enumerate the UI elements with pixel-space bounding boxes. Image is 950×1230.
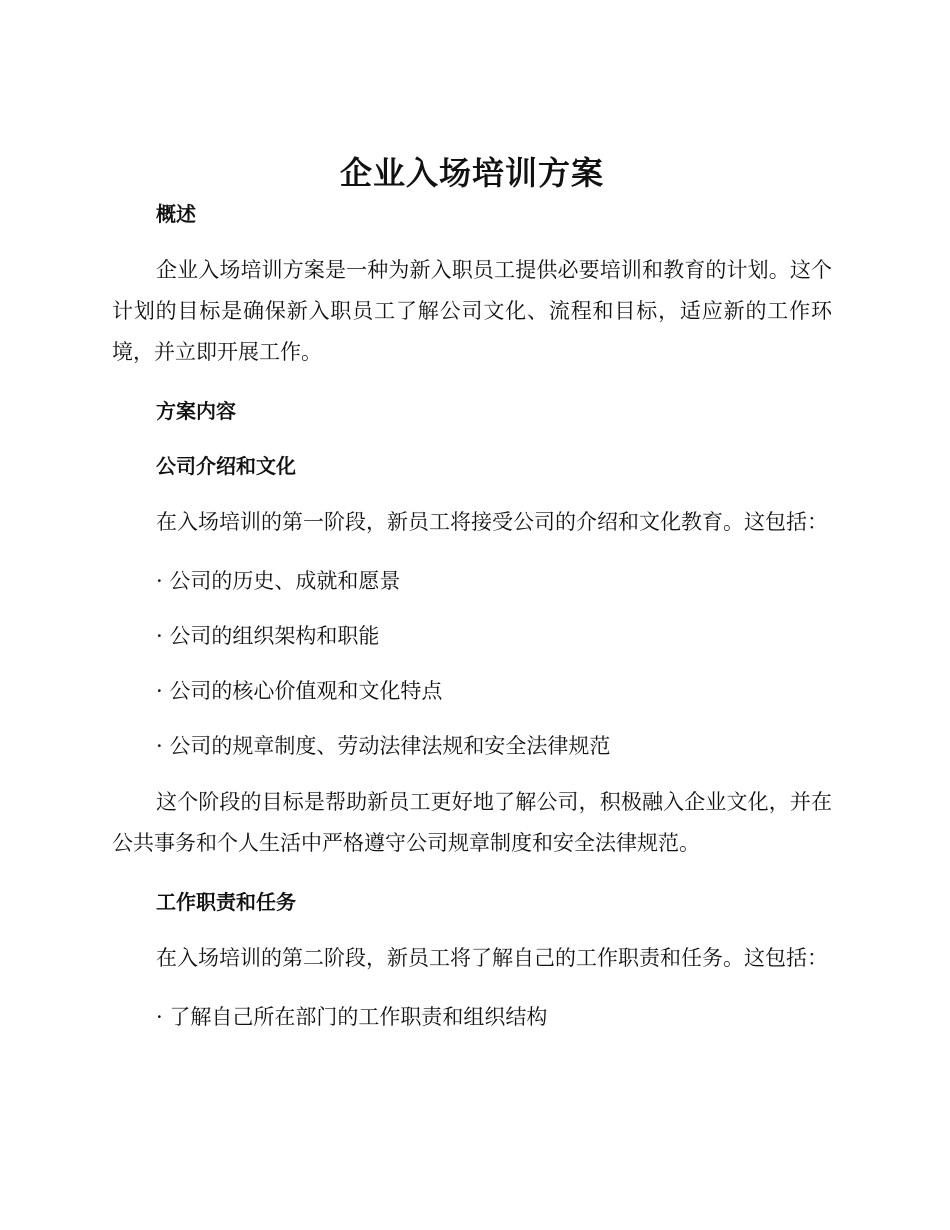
duties-heading: 工作职责和任务: [156, 890, 296, 914]
duties-intro-paragraph: 在入场培训的第二阶段，新员工将了解自己的工作职责和任务。这包括：: [156, 946, 828, 970]
overview-paragraph: 企业入场培训方案是一种为新入职员工提供必要培训和教育的计划。这个计划的目标是确保新入职员工了解公司文化、流程和目标，适应新的工作环境，并立即开展工作。: [112, 258, 832, 364]
document-title: 企业入场培训方案: [339, 154, 604, 192]
document-page: [112, 150, 832, 1033]
list-item: · 公司的规章制度、劳动法律法规和安全法律规范: [156, 734, 611, 758]
culture-intro-paragraph: 在入场培训的第一阶段，新员工将接受公司的介绍和文化教育。这包括：: [156, 510, 828, 534]
list-item: · 了解自己所在部门的工作职责和组织结构: [156, 1005, 548, 1029]
list-item: · 公司的核心价值观和文化特点: [156, 679, 443, 703]
content-heading: 方案内容: [156, 399, 236, 423]
overview-heading: 概述: [156, 202, 196, 226]
list-item: · 公司的历史、成就和愿景: [156, 569, 401, 593]
culture-goal-paragraph: 这个阶段的目标是帮助新员工更好地了解公司，积极融入企业文化，并在公共事务和个人生活中严格遵守公司规章制度和安全法律规范。: [112, 790, 832, 855]
culture-heading: 公司介绍和文化: [156, 454, 296, 478]
list-item: · 公司的组织架构和职能: [156, 624, 380, 648]
